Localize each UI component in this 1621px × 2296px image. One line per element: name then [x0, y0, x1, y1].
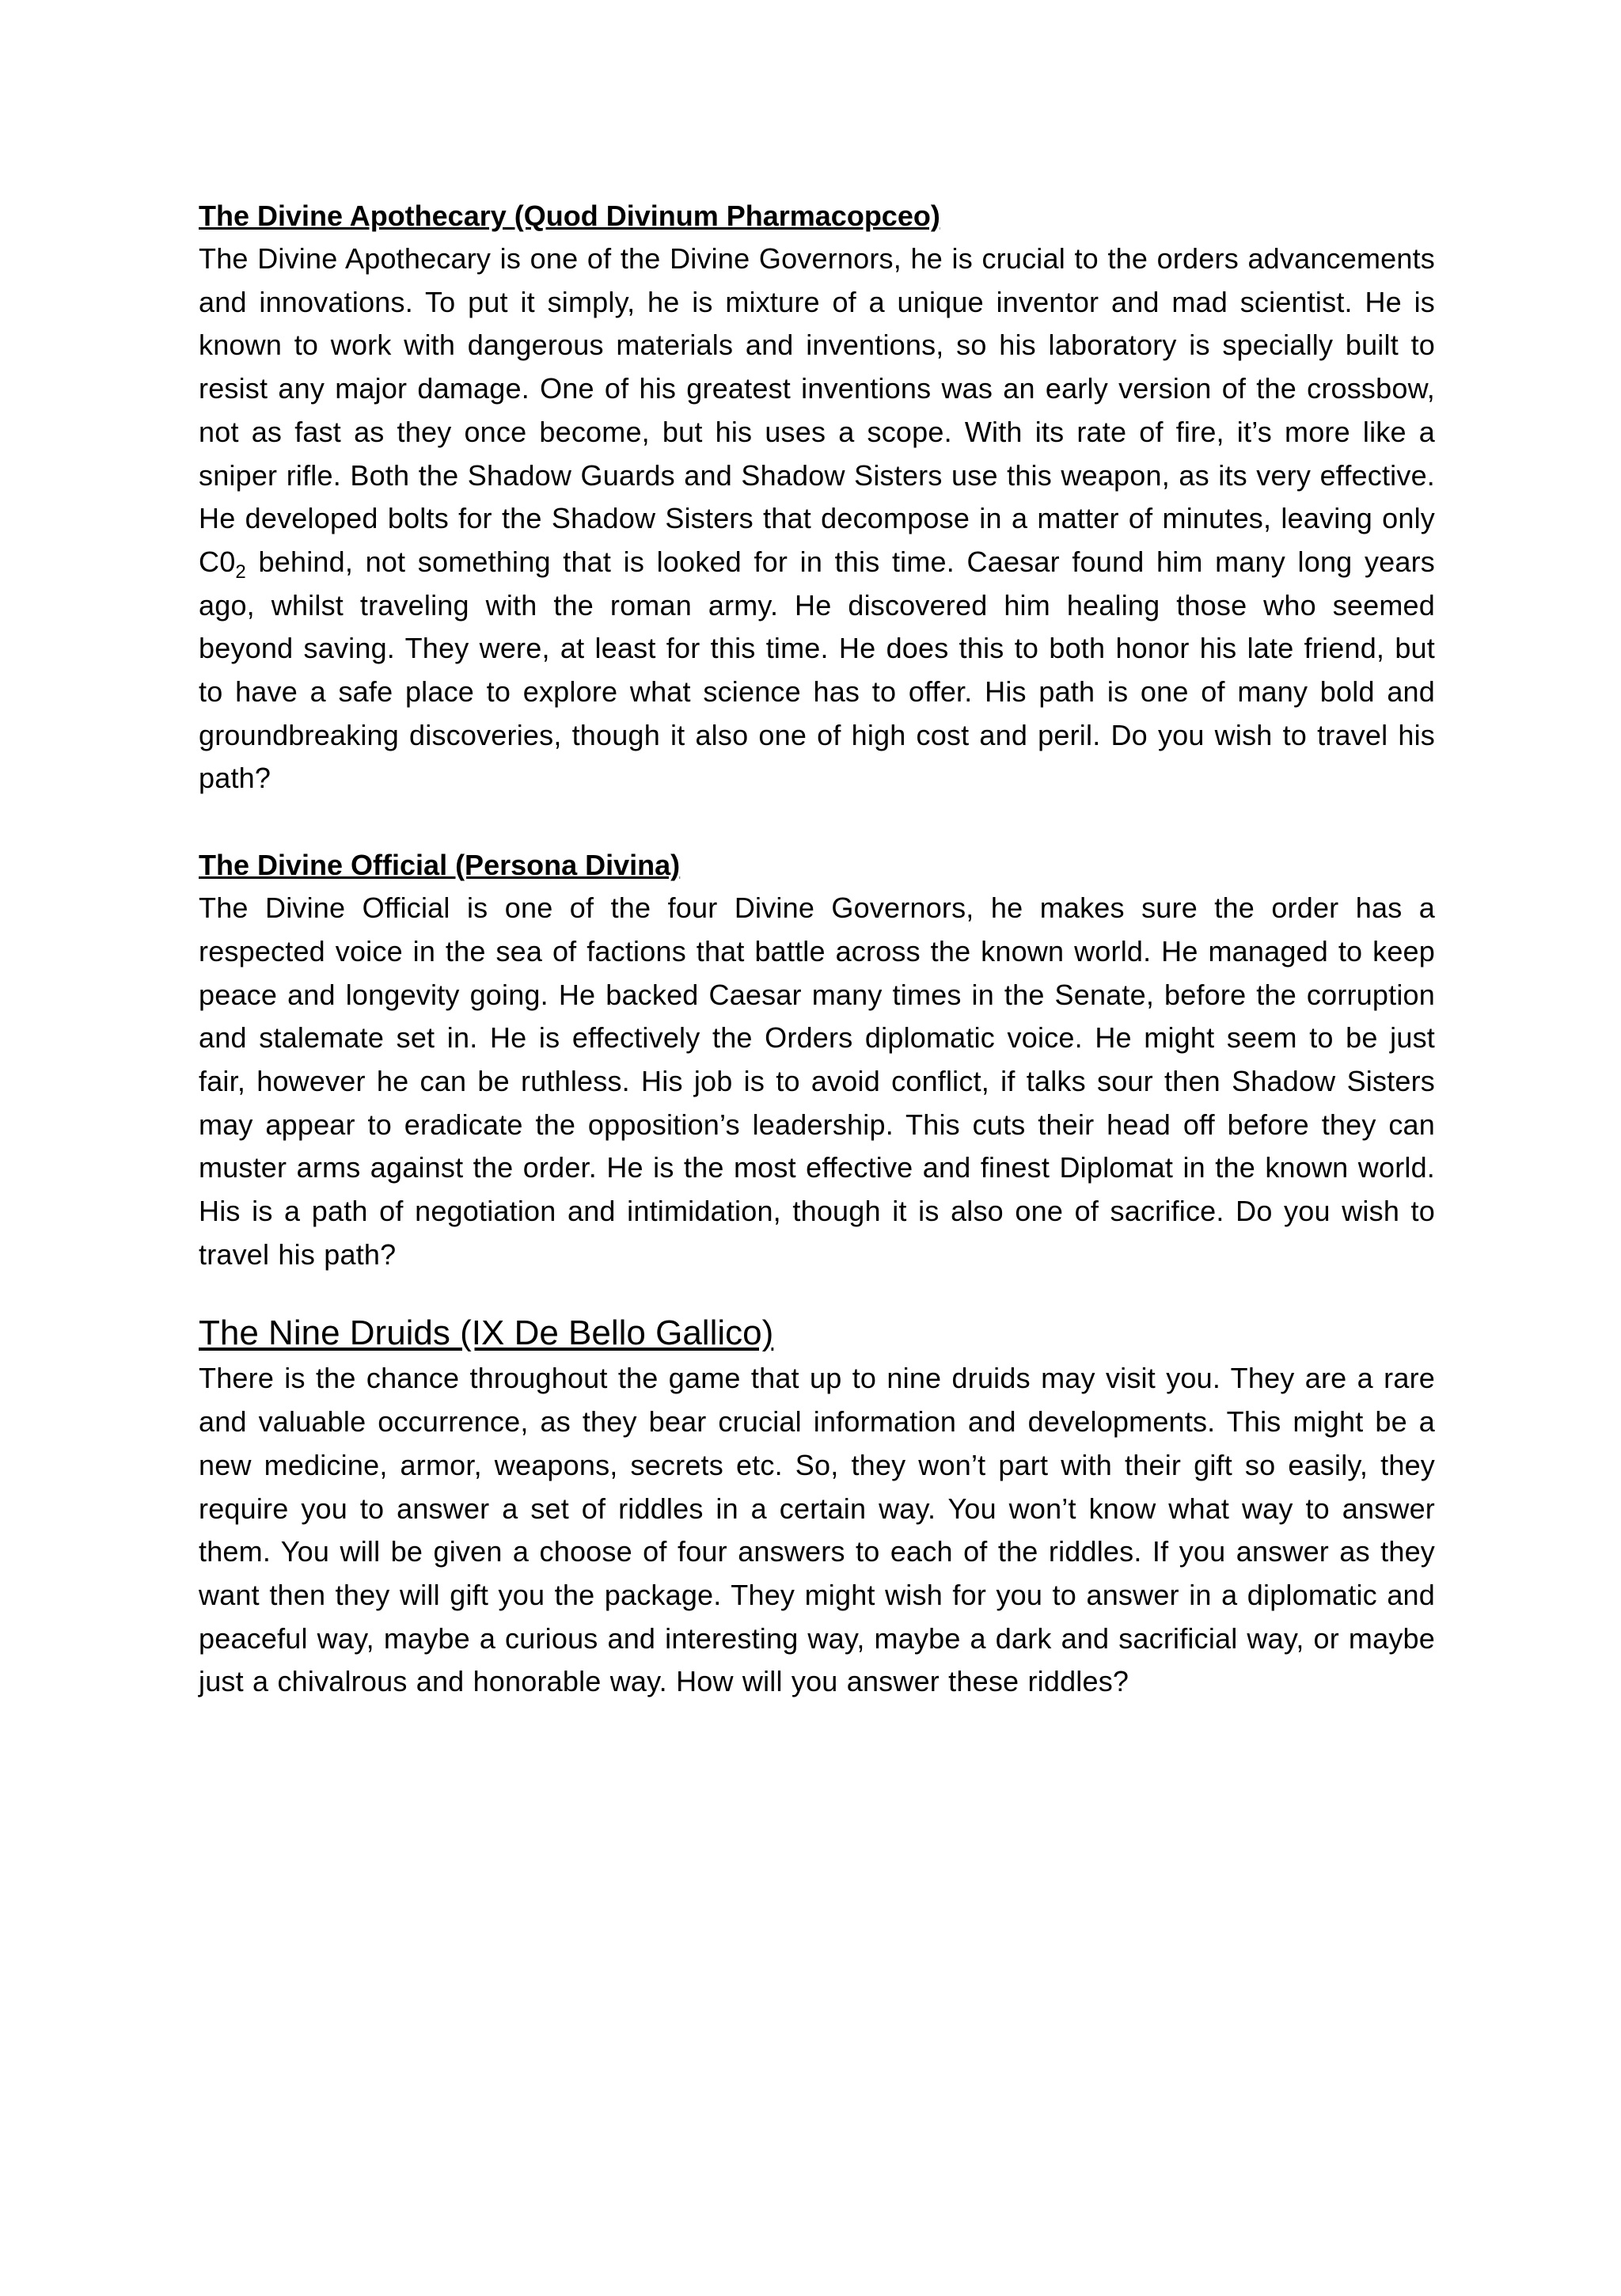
- body-text-part: The Divine Apothecary is one of the Divine Governors, he is crucial to the orders advancements and innovations. To put it simply, he is mixture of a unique inventor and mad scientist. He is known to work with dangerous materials and inventions, so his laboratory is specially built to resist any major damage. One of his greatest inventions was an early version of the crossbow, not as fast as they once become, but his uses a scope. With its rate of fire, it’s more like a sniper rifle. Both the Shadow Guards and Shadow Sisters use this weapon, as its very effective. He developed bolts for the Shadow Sisters that decompose in a matter of minutes, leaving only C0: [199, 242, 1435, 578]
- body-text-part: behind, not something that is looked for in this time. Caesar found him many long years ago, whilst traveling with the roman army. He discovered him healing those who seemed beyond saving. They were, at least for this time. He does this to both honor his late friend, but to have a safe place to explore what science has to offer. His path is one of many bold and groundbreaking discoveries, though it also one of high cost and peril. Do you wish to travel his path?: [199, 545, 1435, 795]
- document-page: [199, 194, 1435, 1704]
- section-body-divine-official: The Divine Official is one of the four Divine Governors, he makes sure the order has a respected voice in the sea of factions that battle across the known world. He managed to keep peace and longevity going. He backed Caesar many times in the Senate, before the corruption and stalemate set in. He is effectively the Orders diplomatic voice. He might seem to be just fair, however he can be ruthless. His job is to avoid conflict, if talks sour then Shadow Sisters may appear to eradicate the opposition’s leadership. This cuts their head off before they can muster arms against the order. He is the most effective and finest Diplomat in the known world. His is a path of negotiation and intimidation, though it is also one of sacrifice. Do you wish to travel his path?: [199, 891, 1435, 1271]
- section-title-divine-official: The Divine Official (Persona Divina): [199, 849, 681, 882]
- spacer: [199, 800, 1435, 843]
- spacer: [199, 1276, 1435, 1310]
- section-body-divine-apothecary: [199, 238, 1435, 800]
- section-body-nine-druids: There is the chance throughout the game that up to nine druids may visit you. They are a rare and valuable occurrence, as they bear crucial information and developments. This might be a new medicine, armor, weapons, secrets etc. So, they won’t part with their gift so easily, they require you to answer a set of riddles in a certain way. You won’t know what way to answer them. You will be given a choose of four answers to each of the riddles. If you answer as they want then they will gift you the package. They might wish for you to answer in a diplomatic and peaceful way, maybe a curious and interesting way, maybe a dark and sacrificial way, or maybe just a chivalrous and honorable way. How will you answer these riddles?: [199, 1362, 1435, 1698]
- section-title-nine-druids: The Nine Druids (IX De Bello Gallico): [199, 1313, 774, 1353]
- subscript-two: 2: [235, 561, 246, 584]
- section-title-divine-apothecary: The Divine Apothecary (Quod Divinum Pharmacopceo): [199, 200, 940, 232]
